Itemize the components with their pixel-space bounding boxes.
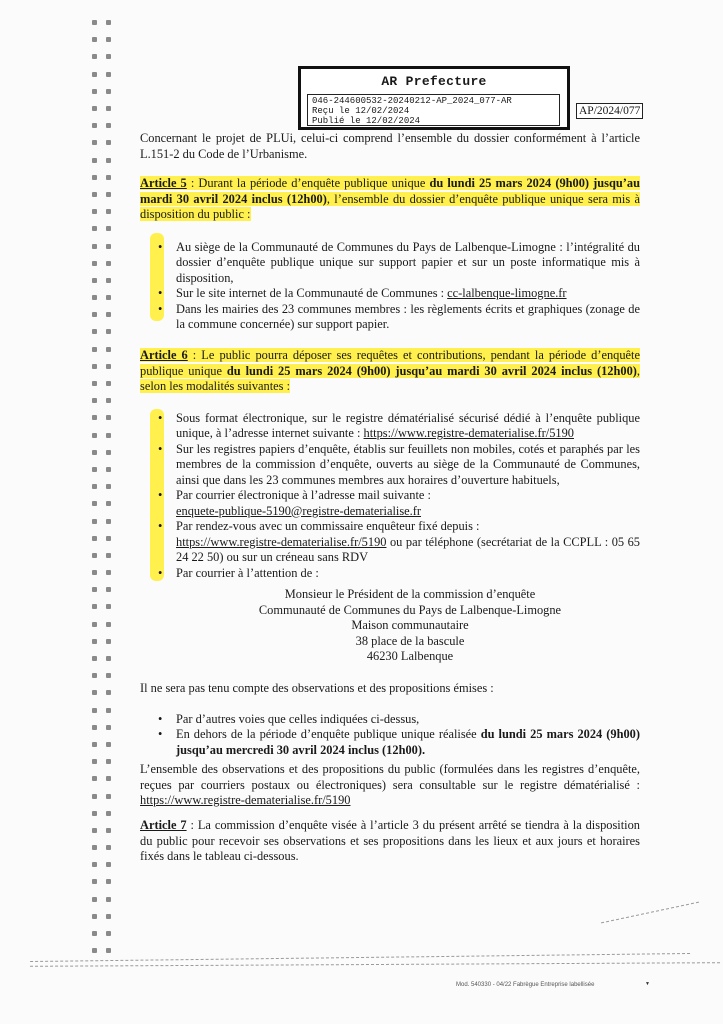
binder-hole	[106, 587, 111, 592]
list-item	[140, 411, 640, 442]
hole-row	[92, 152, 118, 169]
binder-hole	[106, 742, 111, 747]
binder-hole	[106, 312, 111, 317]
consult-paragraph	[140, 762, 640, 809]
stamp-code: AP/2024/077	[576, 103, 643, 119]
binder-hole	[92, 794, 97, 799]
article-6-heading	[140, 348, 640, 395]
binder-hole	[106, 467, 111, 472]
binder-hole	[92, 604, 97, 609]
article-5-list	[140, 240, 640, 333]
binder-hole	[106, 54, 111, 59]
hole-row	[92, 753, 118, 770]
binder-hole	[106, 158, 111, 163]
binder-hole	[92, 37, 97, 42]
registre-link[interactable]: https://www.registre-dematerialise.fr/5190	[363, 426, 574, 440]
address-line: 46230 Lalbenque	[366, 649, 454, 663]
hole-row	[92, 547, 118, 564]
hole-row	[92, 392, 118, 409]
list-item-text: Sur le site internet de la Communauté de Communes :	[176, 286, 448, 300]
hole-row	[92, 805, 118, 822]
binder-hole	[106, 72, 111, 77]
article-7-label: Article 7	[140, 818, 187, 832]
hole-row	[92, 409, 118, 426]
binder-hole	[106, 536, 111, 541]
binder-hole	[92, 553, 97, 558]
article-6	[140, 348, 640, 581]
list-item	[140, 727, 640, 758]
binder-hole	[92, 828, 97, 833]
stamp-line-2: Reçu le 12/02/2024	[312, 106, 410, 116]
hole-row	[92, 323, 118, 340]
article-5-dates: du lundi 25 mars 2024 (9h00) jusqu’au mardi 30 avril 2024 inclus (12h00)	[140, 176, 640, 206]
article-6-dates: du lundi 25 mars 2024 (9h00) jusqu’au mardi 30 avril 2024 inclus (12h00)	[226, 363, 637, 378]
binder-hole	[106, 897, 111, 902]
binder-hole	[92, 811, 97, 816]
intro-block	[140, 131, 640, 162]
list-item: • Au siège de la Communauté de Communes du Pays de Lalbenque-Limogne : l’intégralité du dossier d’enquête publique unique sur support papier et sur un poste informatique mis à disposition,	[140, 240, 640, 287]
hole-row	[92, 667, 118, 684]
hole-row	[92, 461, 118, 478]
binder-hole	[106, 140, 111, 145]
binder-hole	[92, 295, 97, 300]
dashed-line	[30, 943, 690, 962]
binder-hole	[106, 398, 111, 403]
binder-hole	[106, 415, 111, 420]
binder-hole	[92, 673, 97, 678]
binder-hole	[106, 278, 111, 283]
list-item	[140, 519, 640, 566]
binder-hole	[92, 54, 97, 59]
binder-hole	[106, 501, 111, 506]
hole-row	[92, 444, 118, 461]
binder-hole	[92, 415, 97, 420]
binder-hole	[106, 690, 111, 695]
hole-row	[92, 839, 118, 856]
list-item: • Sur les registres papiers d’enquête, établis sur feuillets non mobiles, cotés et paraphés par les membres de la commission d’enquête, ouverts au siège de la Communauté de Communes, ainsi que dans les 23 communes membres aux horaires d’ouverture habituels,	[140, 442, 640, 489]
binder-hole	[106, 622, 111, 627]
binder-hole	[92, 725, 97, 730]
binder-hole	[106, 914, 111, 919]
notice-paragraph: Il ne sera pas tenu compte des observations et des propositions émises :	[140, 681, 494, 695]
hole-row	[92, 581, 118, 598]
list-item-text: En dehors de la période d’enquête publique unique réalisée	[176, 727, 481, 741]
binder-hole	[106, 89, 111, 94]
binder-hole	[92, 622, 97, 627]
binder-hole	[92, 106, 97, 111]
binder-hole	[106, 811, 111, 816]
address-line: Communauté de Communes du Pays de Lalbenque-Limogne	[258, 602, 562, 617]
hole-row	[92, 66, 118, 83]
binder-hole	[106, 295, 111, 300]
binder-hole	[106, 261, 111, 266]
binder-hole	[106, 347, 111, 352]
binder-hole	[92, 209, 97, 214]
hole-row	[92, 616, 118, 633]
hole-row	[92, 134, 118, 151]
article-7-text: : La commission d’enquête visée à l’article 3 du présent arrêté se tiendra à la disposition du public pour recevoir ses observations et ses propositions dans les lieux et aux jours et horaires fixés dans le tableau ci-dessous.	[140, 818, 640, 863]
website-link[interactable]: cc-lalbenque-limogne.fr	[447, 286, 567, 300]
hole-row	[92, 100, 118, 117]
binder-hole	[106, 20, 111, 25]
binder-hole	[92, 175, 97, 180]
binder-hole	[92, 381, 97, 386]
hole-row	[92, 702, 118, 719]
binder-hole	[106, 209, 111, 214]
hole-row	[92, 598, 118, 615]
binder-hole	[106, 673, 111, 678]
article-5	[140, 176, 640, 333]
list-item-text: Sous format électronique, sur le registre dématérialisé sécurisé dédié à l’enquête publique unique, à l’adresse internet suivante :	[176, 410, 640, 440]
binder-hole	[92, 312, 97, 317]
hole-row	[92, 375, 118, 392]
binder-hole	[92, 879, 97, 884]
hole-row	[92, 427, 118, 444]
hole-row	[92, 203, 118, 220]
binder-hole	[106, 519, 111, 524]
intro-paragraph: Concernant le projet de PLUi, celui-ci comprend l’ensemble du dossier conformément à l’article L.151-2 du Code de l’Urbanisme.	[140, 131, 640, 161]
hole-row	[92, 925, 118, 942]
notice-list	[140, 712, 640, 759]
binder-hole	[92, 862, 97, 867]
list-item	[140, 488, 640, 519]
hole-row	[92, 891, 118, 908]
binder-hole	[92, 656, 97, 661]
binder-hole	[92, 347, 97, 352]
binder-hole	[92, 123, 97, 128]
article-5-label: Article 5	[140, 176, 187, 190]
binder-hole	[106, 759, 111, 764]
hole-row	[92, 873, 118, 890]
address-line: Maison communautaire	[351, 618, 469, 632]
footer-logo-icon: ▼	[645, 981, 650, 987]
binder-hole	[92, 140, 97, 145]
list-item-text: Par rendez-vous avec un commissaire enquêteur fixé depuis :	[176, 519, 480, 533]
hole-row	[92, 564, 118, 581]
hole-row	[92, 787, 118, 804]
hole-row	[92, 169, 118, 186]
prefecture-stamp	[298, 66, 570, 130]
binder-hole	[92, 639, 97, 644]
hole-row	[92, 48, 118, 65]
binder-hole	[92, 519, 97, 524]
binder-hole	[106, 776, 111, 781]
binder-hole	[106, 106, 111, 111]
hole-row	[92, 220, 118, 237]
hole-row	[92, 83, 118, 100]
binder-hole	[92, 158, 97, 163]
article-5-text-1: : Durant la période d’enquête publique unique	[186, 176, 430, 190]
binder-hole	[106, 828, 111, 833]
article-5-text-2: , l’ensemble du dossier d’enquête publique unique sera mis à disposition du public :	[140, 191, 640, 221]
notice-dates: du lundi 25 mars 2024 (9h00) jusqu’au mercredi 30 avril 2024 inclus (12h00).	[176, 727, 640, 757]
hole-row	[92, 272, 118, 289]
binder-hole	[106, 570, 111, 575]
hole-row	[92, 530, 118, 547]
binder-hole	[106, 364, 111, 369]
address-line: Monsieur le Président de la commission d’enquête	[284, 587, 536, 601]
hole-row	[92, 358, 118, 375]
binder-hole	[92, 897, 97, 902]
binder-hole	[92, 742, 97, 747]
hole-row	[92, 478, 118, 495]
registre-link[interactable]: https://www.registre-dematerialise.fr/5190	[140, 793, 351, 807]
email-link[interactable]: enquete-publique-5190@registre-dematerialise.fr	[176, 503, 422, 518]
binder-hole	[92, 192, 97, 197]
binder-hole	[106, 329, 111, 334]
list-item: • Par d’autres voies que celles indiquées ci-dessus,	[140, 712, 640, 728]
article-5-heading	[140, 176, 640, 223]
hole-row	[92, 341, 118, 358]
binder-hole	[106, 381, 111, 386]
hole-row	[92, 306, 118, 323]
hole-row	[92, 770, 118, 787]
hole-row	[92, 289, 118, 306]
binder-hole	[92, 914, 97, 919]
binder-hole	[92, 72, 97, 77]
binder-hole	[106, 845, 111, 850]
binder-hole	[106, 175, 111, 180]
binder-hole	[92, 20, 97, 25]
binder-hole	[92, 398, 97, 403]
binder-hole	[92, 278, 97, 283]
list-item: • Dans les mairies des 23 communes membres : les règlements écrits et graphiques (zonage de la commune concernée) sur support papier.	[140, 302, 640, 333]
binder-hole	[106, 931, 111, 936]
hole-row	[92, 736, 118, 753]
stamp-line-3: Publié le 12/02/2024	[312, 116, 421, 126]
list-item	[140, 286, 640, 302]
binder-hole	[106, 639, 111, 644]
article-6-text-1: : Le public pourra déposer ses requêtes et contributions, pendant la période d’enquête publique unique	[140, 348, 640, 378]
consult-text: L’ensemble des observations et des propositions du public (formulées dans les registres d’enquête, reçues par courriers postaux ou électroniques) sera consultable sur le registre dématérialisé :	[140, 762, 640, 792]
binder-hole	[106, 192, 111, 197]
hole-row	[92, 684, 118, 701]
hole-row	[92, 186, 118, 203]
binder-hole	[106, 433, 111, 438]
address-block	[140, 587, 640, 665]
binder-hole	[92, 467, 97, 472]
binder-hole	[92, 433, 97, 438]
binder-hole	[106, 226, 111, 231]
binder-hole	[106, 244, 111, 249]
binder-hole	[106, 37, 111, 42]
binder-hole	[106, 725, 111, 730]
binder-hole	[92, 931, 97, 936]
binder-hole	[92, 261, 97, 266]
hole-row	[92, 512, 118, 529]
stamp-title: AR Prefecture	[381, 74, 487, 89]
hole-row	[92, 31, 118, 48]
hole-row	[92, 117, 118, 134]
notice-block	[140, 681, 640, 758]
hole-row	[92, 856, 118, 873]
hole-row	[92, 650, 118, 667]
binder-hole	[106, 604, 111, 609]
registre-link[interactable]: https://www.registre-dematerialise.fr/5190	[176, 534, 387, 549]
hole-row	[92, 255, 118, 272]
hole-row	[92, 719, 118, 736]
list-item: • Par courrier à l’attention de :	[140, 566, 640, 582]
binder-hole	[92, 89, 97, 94]
stamp-line-1: 046-244600532-20240212-AP_2024_077-AR	[312, 96, 512, 106]
binder-hole	[92, 501, 97, 506]
binder-hole	[92, 690, 97, 695]
binder-holes	[92, 14, 118, 959]
binder-hole	[92, 587, 97, 592]
binder-hole	[92, 759, 97, 764]
binder-hole	[92, 845, 97, 850]
binder-hole	[106, 862, 111, 867]
binder-hole	[106, 794, 111, 799]
binder-hole	[106, 553, 111, 558]
article-6-label: Article 6	[140, 348, 188, 362]
list-item-text: Par courrier électronique à l’adresse mail suivante :	[176, 488, 431, 502]
binder-hole	[106, 656, 111, 661]
address-line: 38 place de la bascule	[355, 633, 465, 648]
binder-hole	[92, 484, 97, 489]
article-7-paragraph	[140, 818, 640, 865]
hole-row	[92, 822, 118, 839]
binder-hole	[92, 329, 97, 334]
footer-text: Mod. 540330 - 04/22 Fabrègue Entreprise labellisée	[456, 982, 595, 988]
hole-row	[92, 237, 118, 254]
hole-row	[92, 908, 118, 925]
binder-hole	[92, 536, 97, 541]
article-6-text-2: , selon les modalités suivantes :	[140, 363, 641, 393]
list-item-text: ou par téléphone (secrétariat de la CCPLL : 05 65 24 22 50) ou sur un créneau sans RDV	[176, 534, 640, 564]
binder-hole	[106, 708, 111, 713]
hole-row	[92, 14, 118, 31]
binder-hole	[106, 484, 111, 489]
stamp-details	[307, 94, 560, 126]
dashed-line	[601, 902, 699, 924]
consult-block	[140, 762, 640, 809]
binder-hole	[92, 570, 97, 575]
binder-hole	[92, 450, 97, 455]
article-6-list	[140, 411, 640, 582]
binder-hole	[106, 450, 111, 455]
binder-hole	[92, 226, 97, 231]
binder-hole	[106, 879, 111, 884]
binder-hole	[92, 364, 97, 369]
binder-hole	[92, 708, 97, 713]
binder-hole	[106, 123, 111, 128]
hole-row	[92, 495, 118, 512]
hole-row	[92, 633, 118, 650]
binder-hole	[92, 776, 97, 781]
binder-hole	[92, 244, 97, 249]
dashed-line	[30, 962, 720, 967]
article-7	[140, 818, 640, 865]
